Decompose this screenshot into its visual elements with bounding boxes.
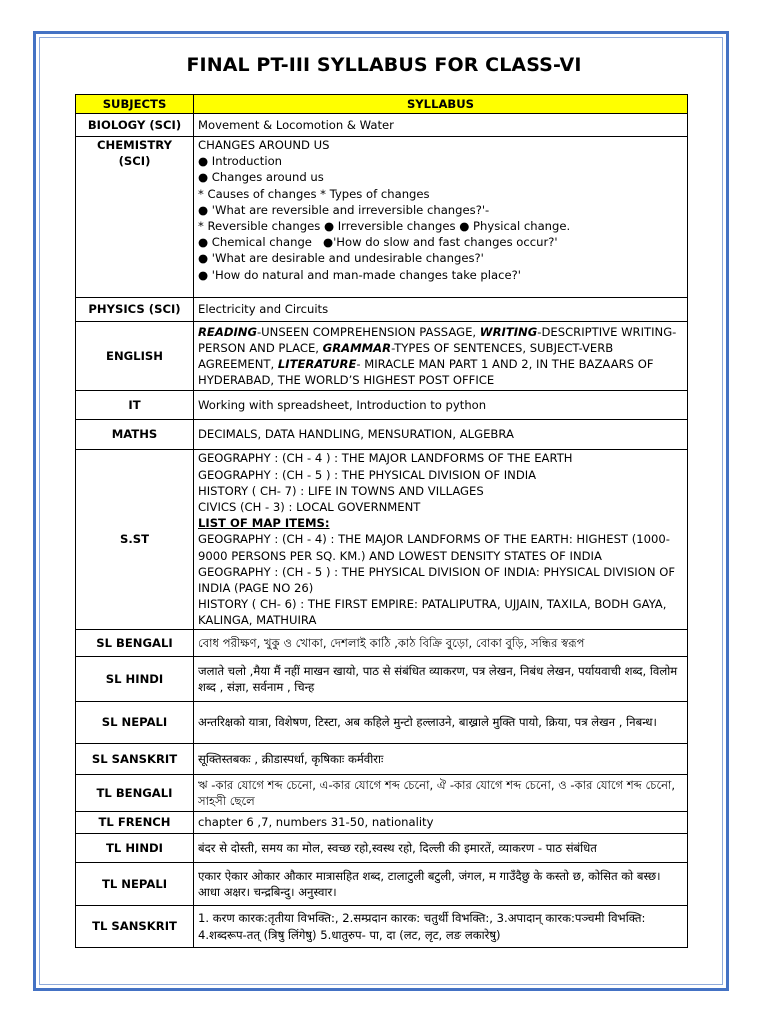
sst-map-line: GEOGRAPHY : (CH - 4) : THE MAJOR LANDFORMS OF THE EARTH: HIGHEST (1000-9000 PERSONS PER SQ. KM.) AND LOWEST DENSITY STATES OF INDIA — [198, 532, 670, 563]
document-title: FINAL PT-III SYLLABUS FOR CLASS-VI — [186, 54, 582, 76]
syllabus-sl-hindi: जलाते चलो ,मैया मैं नहीं माखन खायो, पाठ से संबंधित व्याकरण, पत्र लेखन, निबंध लेखन, पर्यायवाची शब्द, विलोम शब्द , संज्ञा, सर्वनाम , चिन्ह — [194, 657, 688, 702]
table-row — [76, 137, 688, 298]
english-grammar-label: GRAMMAR — [322, 340, 392, 355]
english-reading-text: -UNSEEN COMPREHENSION PASSAGE, — [256, 324, 480, 339]
syllabus-tl-bengali: ঋ -কার যোগে শব্দ চেনো, এ-কার যোগে শব্দ চেনো, ঐ -কার যোগে শব্দ চেনো, ও -কার যোগে শব্দ চেনো, সাহসী ছেলে — [194, 775, 688, 812]
table-row — [76, 630, 688, 657]
sst-line: GEOGRAPHY : (CH - 5 ) : THE PHYSICAL DIVISION OF INDIA — [198, 467, 537, 482]
chemistry-line: ● 'How do natural and man-made changes take place?' — [198, 267, 521, 282]
syllabus-sl-bengali: বোধ পরীক্ষণ, খুকু ও খোকা, দেশলাই কাঠি ,কাঠ বিক্রি বুড়ো, বোকা বুড়ি, সন্ধির স্বরূপ — [194, 630, 688, 657]
sst-map-line: GEOGRAPHY : (CH - 5 ) : THE PHYSICAL DIVISION OF INDIA: PHYSICAL DIVISION OF INDIA (PAGE NO 26) — [198, 564, 675, 595]
english-text — [198, 324, 683, 389]
english-literature-label: LITERATURE — [277, 357, 357, 371]
sst-map-line: HISTORY ( CH- 6) : THE FIRST EMPIRE: PATALIPUTRA, UJJAIN, TAXILA, BODH GAYA, KALINGA, MATHUIRA — [198, 597, 667, 628]
sst-line: CIVICS (CH - 3) : LOCAL GOVERNMENT — [198, 499, 421, 514]
subject-tl-nepali: TL NEPALI — [76, 863, 194, 906]
subject-tl-sanskrit: TL SANSKRIT — [76, 906, 194, 948]
table-row — [76, 863, 688, 906]
syllabus-table — [75, 94, 688, 948]
subject-chemistry: CHEMISTRY (SCI) — [76, 137, 194, 298]
table-row — [76, 657, 688, 702]
subject-sl-bengali: SL BENGALI — [76, 630, 194, 657]
chemistry-line: ● Changes around us — [198, 170, 324, 185]
syllabus-tl-french: chapter 6 ,7, numbers 31-50, nationality — [194, 812, 688, 834]
english-writing-text: -DESCRIPTIVE WRITING-PERSON AND PLACE, — [198, 324, 677, 355]
subject-biology: BIOLOGY (SCI) — [76, 114, 194, 137]
sst-line: HISTORY ( CH- 7) : LIFE IN TOWNS AND VILLAGES — [198, 483, 484, 498]
syllabus-sst — [194, 450, 688, 630]
subject-it: IT — [76, 391, 194, 420]
chemistry-line: CHANGES AROUND US — [198, 138, 330, 152]
english-grammar-text: -TYPES OF SENTENCES, SUBJECT-VERB AGREEMENT, — [198, 340, 614, 371]
table-row — [76, 420, 688, 450]
table-row — [76, 906, 688, 948]
syllabus-physics: Electricity and Circuits — [194, 298, 688, 322]
syllabus-sl-sanskrit: सूक्तिस्तबकः , क्रीडास्पर्धा, कृषिकाः कर्मवीराः — [194, 744, 688, 775]
syllabus-english — [194, 322, 688, 391]
header-subjects: SUBJECTS — [76, 95, 194, 114]
chemistry-line: ● Introduction — [198, 154, 283, 169]
syllabus-sl-nepali: अन्तरिक्षको यात्रा, विशेषण, टिस्टा, अब कहिले मुन्टो हल्लाउने, बाख्राले मुक्ति पायो, क्रिया, पत्र लेखन , निबन्ध। — [194, 702, 688, 744]
table-header-row — [76, 95, 688, 114]
map-items-heading: LIST OF MAP ITEMS: — [198, 516, 330, 531]
subject-tl-bengali: TL BENGALI — [76, 775, 194, 812]
table-row — [76, 834, 688, 863]
syllabus-tl-sanskrit: 1. करण कारक:तृतीया विभक्ति:, 2.सम्प्रदान कारक: चतुर्थी विभक्ति:, 3.अपादान् कारक:पञ्चमी विभक्ति: 4.शब्दरूप-तत् (त्रिषु लिंगेषु) 5.धातुरुप- पा, दा (लट, लृट, लङ लकारेषु) — [194, 906, 688, 948]
subject-maths: MATHS — [76, 420, 194, 450]
sst-line: GEOGRAPHY : (CH - 4 ) : THE MAJOR LANDFORMS OF THE EARTH — [198, 451, 573, 466]
table-row — [76, 298, 688, 322]
subject-sl-nepali: SL NEPALI — [76, 702, 194, 744]
table-row — [76, 391, 688, 420]
syllabus-it: Working with spreadsheet, Introduction to python — [194, 391, 688, 420]
syllabus-tl-hindi: बंदर से दोस्ती, समय का मोल, स्वच्छ रहो,स्वस्थ रहो, दिल्ली की इमारतें, व्याकरण - पाठ संबंधित — [194, 834, 688, 863]
subject-sl-hindi: SL HINDI — [76, 657, 194, 702]
header-syllabus: SYLLABUS — [194, 95, 688, 114]
chemistry-line: ● 'What are desirable and undesirable changes?' — [198, 251, 484, 266]
table-row — [76, 812, 688, 834]
english-literature-text: - MIRACLE MAN PART 1 AND 2, IN THE BAZAARS OF HYDERABAD, THE WORLD’S HIGHEST POST OFFICE — [198, 357, 654, 388]
syllabus-chemistry — [194, 137, 688, 298]
subject-sst: S.ST — [76, 450, 194, 630]
chemistry-line: ● 'What are reversible and irreversible changes?'- — [198, 202, 490, 217]
syllabus-maths: DECIMALS, DATA HANDLING, MENSURATION, ALGEBRA — [194, 420, 688, 450]
table-row — [76, 702, 688, 744]
chemistry-line: * Causes of changes * Types of changes — [198, 186, 430, 201]
table-row — [76, 744, 688, 775]
chemistry-line: ● Chemical change ●'How do slow and fast changes occur?' — [198, 235, 558, 250]
subject-tl-hindi: TL HINDI — [76, 834, 194, 863]
syllabus-biology: Movement & Locomotion & Water — [194, 114, 688, 137]
table-row — [76, 775, 688, 812]
chemistry-line: * Reversible changes ● Irreversible changes ● Physical change. — [198, 219, 571, 234]
english-reading-label: READING — [198, 324, 257, 339]
english-writing-label: WRITING — [479, 324, 538, 339]
subject-physics: PHYSICS (SCI) — [76, 298, 194, 322]
syllabus-tl-nepali: एकार ऐकार ओकार औकार मात्रासहित शब्द, टालाटुली बटुली, जंगल, म गाउँदैछु के कस्तो छ, कोसित को बस्छ। आधा अक्षर। चन्द्रबिन्दु। अनुस्वार। — [194, 863, 688, 906]
subject-sl-sanskrit: SL SANSKRIT — [76, 744, 194, 775]
table-row — [76, 114, 688, 137]
table-row — [76, 322, 688, 391]
subject-tl-french: TL FRENCH — [76, 812, 194, 834]
subject-english: ENGLISH — [76, 322, 194, 391]
table-row — [76, 450, 688, 630]
